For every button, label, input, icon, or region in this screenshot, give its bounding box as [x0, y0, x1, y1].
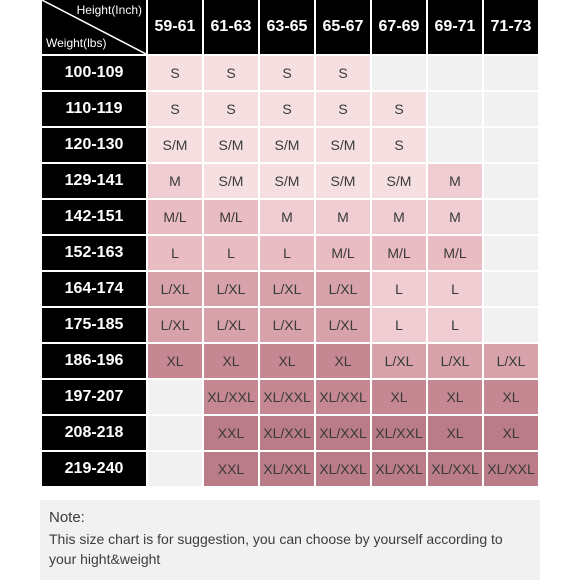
size-cell: M: [428, 164, 482, 198]
size-cell: M/L: [428, 236, 482, 270]
size-cell: XL/XXL: [204, 380, 258, 414]
size-cell: S/M: [204, 128, 258, 162]
size-cell: L/XL: [260, 308, 314, 342]
size-cell: [428, 56, 482, 90]
size-cell: [148, 380, 202, 414]
size-cell: S: [260, 56, 314, 90]
size-cell: M/L: [372, 236, 426, 270]
size-cell: S: [372, 92, 426, 126]
size-cell: [484, 92, 538, 126]
size-cell: L/XL: [372, 344, 426, 378]
corner-header: [42, 0, 146, 54]
size-cell: L/XL: [316, 308, 370, 342]
size-cell: XL: [484, 416, 538, 450]
size-cell: [428, 92, 482, 126]
size-cell: [484, 200, 538, 234]
size-cell: M: [260, 200, 314, 234]
size-cell: L: [204, 236, 258, 270]
note-box: [40, 500, 540, 580]
height-column-header: 61-63: [204, 0, 258, 54]
size-cell: XL/XXL: [260, 380, 314, 414]
weight-axis-label: Weight(lbs): [46, 36, 107, 50]
size-cell: [484, 272, 538, 306]
size-cell: [484, 308, 538, 342]
weight-row-header: 197-207: [42, 380, 146, 414]
size-cell: XL/XXL: [316, 452, 370, 486]
size-cell: L: [428, 308, 482, 342]
size-cell: S: [316, 56, 370, 90]
size-cell: M: [428, 200, 482, 234]
size-cell: XXL: [204, 416, 258, 450]
size-cell: XL: [428, 380, 482, 414]
size-cell: L: [372, 272, 426, 306]
size-cell: [372, 56, 426, 90]
size-cell: L/XL: [260, 272, 314, 306]
size-cell: S: [204, 92, 258, 126]
size-cell: XL/XXL: [316, 416, 370, 450]
weight-row-header: 175-185: [42, 308, 146, 342]
size-cell: L/XL: [204, 272, 258, 306]
weight-row-header: 208-218: [42, 416, 146, 450]
size-cell: S/M: [260, 164, 314, 198]
size-cell: M: [316, 200, 370, 234]
size-cell: L/XL: [148, 272, 202, 306]
height-axis-label: Height(Inch): [76, 3, 142, 17]
size-cell: XL/XXL: [428, 452, 482, 486]
height-column-header: 59-61: [148, 0, 202, 54]
weight-row-header: 129-141: [42, 164, 146, 198]
size-cell: S: [316, 92, 370, 126]
height-column-header: 71-73: [484, 0, 538, 54]
size-cell: [148, 452, 202, 486]
height-column-header: 63-65: [260, 0, 314, 54]
size-cell: [148, 416, 202, 450]
note-title: Note:: [49, 509, 85, 526]
size-cell: L: [372, 308, 426, 342]
size-cell: [484, 128, 538, 162]
size-cell: XL: [428, 416, 482, 450]
size-cell: L/XL: [204, 308, 258, 342]
size-cell: XL/XXL: [260, 416, 314, 450]
size-cell: S/M: [260, 128, 314, 162]
height-column-header: 69-71: [428, 0, 482, 54]
size-cell: S/M: [316, 128, 370, 162]
weight-row-header: 110-119: [42, 92, 146, 126]
size-cell: S: [372, 128, 426, 162]
size-cell: XL: [372, 380, 426, 414]
size-cell: XXL: [204, 452, 258, 486]
size-cell: L/XL: [428, 344, 482, 378]
size-cell: L: [260, 236, 314, 270]
size-cell: [428, 128, 482, 162]
size-cell: L: [148, 236, 202, 270]
weight-row-header: 142-151: [42, 200, 146, 234]
size-cell: [484, 164, 538, 198]
size-cell: S/M: [316, 164, 370, 198]
size-cell: XL: [260, 344, 314, 378]
size-cell: M: [148, 164, 202, 198]
size-cell: XL: [316, 344, 370, 378]
weight-row-header: 152-163: [42, 236, 146, 270]
size-cell: XL/XXL: [316, 380, 370, 414]
weight-row-header: 164-174: [42, 272, 146, 306]
size-cell: L/XL: [484, 344, 538, 378]
size-cell: XL/XXL: [260, 452, 314, 486]
size-cell: [484, 56, 538, 90]
size-cell: XL: [148, 344, 202, 378]
size-cell: S/M: [204, 164, 258, 198]
size-cell: M/L: [204, 200, 258, 234]
size-cell: L/XL: [316, 272, 370, 306]
size-cell: [484, 236, 538, 270]
size-cell: M/L: [316, 236, 370, 270]
weight-row-header: 100-109: [42, 56, 146, 90]
weight-row-header: 186-196: [42, 344, 146, 378]
note-text: This size chart is for suggestion, you can choose by yourself according to your hight&weight: [49, 531, 503, 567]
size-cell: S/M: [148, 128, 202, 162]
weight-row-header: 120-130: [42, 128, 146, 162]
weight-row-header: 219-240: [42, 452, 146, 486]
size-cell: S: [204, 56, 258, 90]
size-cell: L/XL: [148, 308, 202, 342]
size-cell: L: [428, 272, 482, 306]
size-cell: S/M: [372, 164, 426, 198]
size-cell: S: [148, 56, 202, 90]
size-cell: XL/XXL: [372, 416, 426, 450]
size-cell: M: [372, 200, 426, 234]
size-cell: XL/XXL: [484, 452, 538, 486]
size-cell: S: [260, 92, 314, 126]
size-cell: S: [148, 92, 202, 126]
size-cell: XL/XXL: [372, 452, 426, 486]
size-cell: M/L: [148, 200, 202, 234]
height-column-header: 65-67: [316, 0, 370, 54]
height-column-header: 67-69: [372, 0, 426, 54]
size-cell: XL: [484, 380, 538, 414]
size-cell: XL: [204, 344, 258, 378]
